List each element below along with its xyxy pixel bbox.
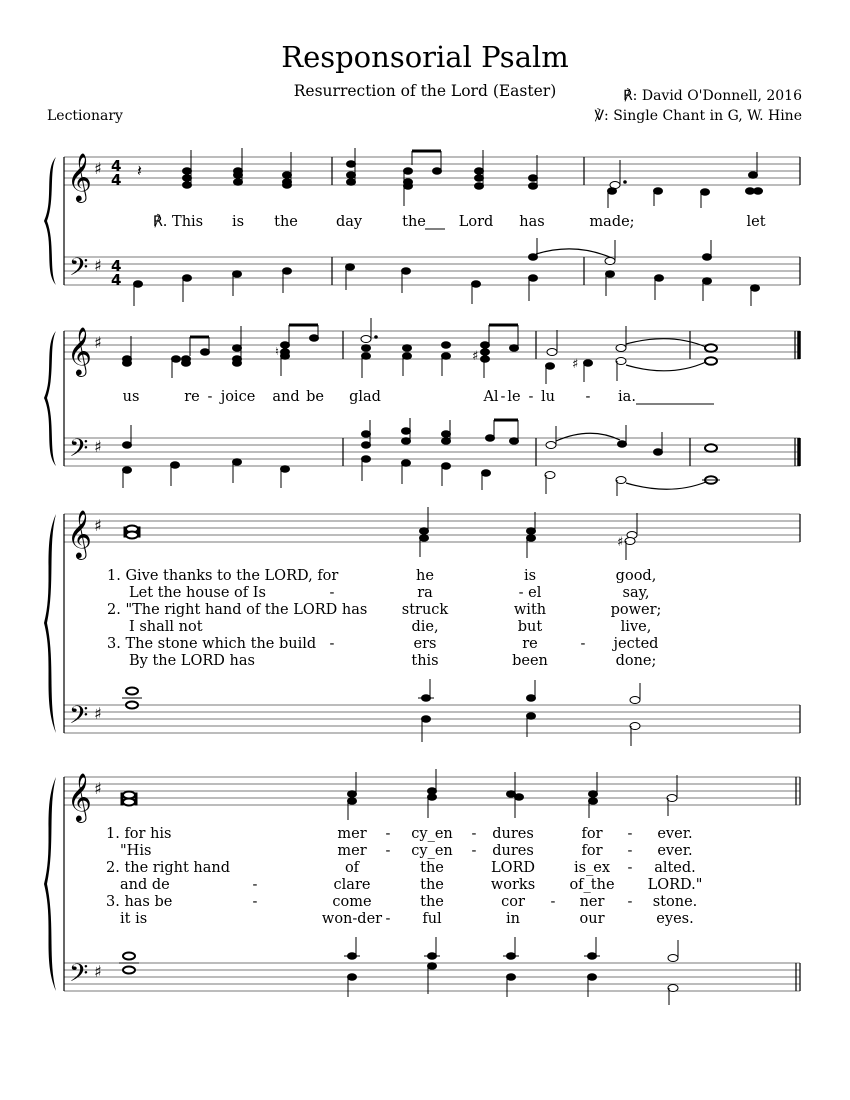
verse-syllable: ever. [657,826,693,842]
lyric: le [507,389,521,405]
verse-text: By the LORD has [129,653,255,669]
verse-syllable: struck [401,602,449,618]
lyric: is [231,214,245,230]
verse-syllable: of_the [569,877,615,893]
verse-text: I shall not [129,619,203,635]
lyric: - [500,389,506,405]
lyric: ia. [618,389,636,405]
verse-syllable: been [512,653,548,669]
lyric: made; [589,214,635,230]
lyric: - [585,389,591,405]
verse-syllable: power; [610,602,662,618]
time-sig-bottom: 4 [111,171,122,189]
verse-text: and de [120,877,170,893]
verse-syllable: cy_en [411,826,453,842]
verse-credit: ℣: Single Chant in G, W. Hine [594,108,802,124]
verse-text: 3. The stone which the build [107,636,317,652]
verse-syllable: ers [413,636,437,652]
verse-syllable: ra [417,585,433,601]
lyric: and [272,389,300,405]
bass-clef-icon: 𝄢 [69,253,89,288]
treble-clef-icon: 𝄞 [67,152,92,201]
verse-syllable: with [513,602,547,618]
verse-syllable: jected [613,636,659,652]
lyric: Al [483,389,499,405]
lyric: us [122,389,140,405]
verse-syllable: - [385,911,391,927]
lyric: joice [220,389,256,405]
verse-text: it is [120,911,148,927]
bass-clef-icon: 𝄢 [69,959,89,994]
verse-syllable: cor [501,894,525,910]
verse-syllable: the [420,894,444,910]
lyric: the [402,214,426,230]
verse-syllable: won-der [321,911,383,927]
response-credit: ℟: David O'Donnell, 2016 [623,88,802,104]
verse-text: "His [120,843,152,859]
sharp-icon: ♯ [94,256,102,275]
verse-syllable: is_ex [573,860,611,876]
sharp-icon: ♯ [94,516,102,535]
time-sig-bottom: 4 [111,271,122,289]
lyric: ℟. This [152,214,204,230]
verse-syllable: done; [615,653,657,669]
verse-text: 3. has be [106,894,173,910]
verse-syllable: clare [333,877,371,893]
svg-text:♮: ♮ [275,345,279,358]
lyric: has [519,214,545,230]
sharp-icon: ♯ [94,704,102,723]
verse-syllable: good, [615,568,657,584]
verse-syllable: live, [620,619,652,635]
sharp-icon: ♯ [94,159,102,178]
verse-syllable: - [471,843,477,859]
treble-clef-icon: 𝄞 [67,326,92,375]
verse-text: 2. the right hand [106,860,231,876]
verse-syllable: ful [422,911,442,927]
sharp-icon: ♯ [94,437,102,456]
verse-syllable: say, [622,585,650,601]
verse-syllable: our [579,911,605,927]
verse-syllable: he [416,568,434,584]
quarter-rest-icon: 𝄽 [137,161,142,180]
verse-syllable: dures [492,826,534,842]
svg-text:♯: ♯ [472,349,479,364]
verse-syllable: - [329,636,335,652]
lyric: let [746,214,766,230]
verse-syllable: alted. [654,860,696,876]
lyric: day [335,214,363,230]
verse-syllable: die, [411,619,439,635]
verse-syllable: of [344,860,360,876]
verse-syllable: re [522,636,538,652]
verse-syllable: - [627,860,633,876]
verse-syllable: - [252,877,258,893]
verse-syllable: - [471,826,477,842]
brace-icons [44,157,56,991]
verse-syllable: is [523,568,537,584]
lyric: - [207,389,213,405]
treble-clef-icon: 𝄞 [67,509,92,558]
verse-syllable: dures [492,843,534,859]
verse-syllable: works [490,877,536,893]
verse-syllable: come [332,894,372,910]
verse-syllable: mer [337,826,367,842]
verse-syllable: - [252,894,258,910]
lyric: - [528,389,534,405]
verse-syllable: - [580,636,586,652]
verse-syllable: - [329,585,335,601]
bass-clef-icon: 𝄢 [69,701,89,736]
lyric: re [184,389,200,405]
sharp-icon: ♯ [94,779,102,798]
verse-syllable: cy_en [411,843,453,859]
verse-syllable: - [627,843,633,859]
verse-syllable: in [506,911,520,927]
verse-syllable: ever. [657,843,693,859]
sharp-icon: ♯ [94,962,102,981]
page-title: Responsorial Psalm [281,40,569,74]
verse-syllable: - [385,843,391,859]
verse-syllable: stone. [652,894,698,910]
verse-syllable: - el [518,585,542,601]
verse-syllable: - [627,894,633,910]
verse-syllable: for [581,826,603,842]
verse-syllable: the [420,877,444,893]
verse-syllable: ner [579,894,605,910]
verse-text: Let the house of Is [129,585,266,601]
verse-syllable: - [550,894,556,910]
verse-syllable: mer [337,843,367,859]
verse-syllable: but [517,619,543,635]
verse-text: 2. "The right hand of the LORD has [107,602,368,618]
svg-text:♯: ♯ [572,357,579,372]
page-subtitle: Resurrection of the Lord (Easter) [293,82,557,100]
verse-syllable: LORD [490,860,536,876]
lyric-extenders [425,229,714,404]
verse-text: 1. for his [106,826,172,842]
lyric: lu [541,389,555,405]
verse-text: 1. Give thanks to the LORD, for [107,568,339,584]
time-sig-top: 4 [111,157,122,175]
lyric: glad [349,389,381,405]
lyric: be [306,389,324,405]
lyric: Lord [458,214,494,230]
verse-syllable: - [627,826,633,842]
verse-syllable: eyes. [656,911,694,927]
lectionary-label: Lectionary [47,108,123,124]
verse-syllable: - [385,826,391,842]
svg-text:♯: ♯ [617,535,624,550]
sharp-icon: ♯ [94,333,102,352]
time-sig-top: 4 [111,257,122,275]
verse-syllable: this [411,653,439,669]
treble-clef-icon: 𝄞 [67,772,92,821]
verse-syllable: LORD." [647,877,703,893]
lyric: the [274,214,298,230]
verse-syllable: for [581,843,603,859]
bass-clef-icon: 𝄢 [69,434,89,469]
verse-syllable: the [420,860,444,876]
